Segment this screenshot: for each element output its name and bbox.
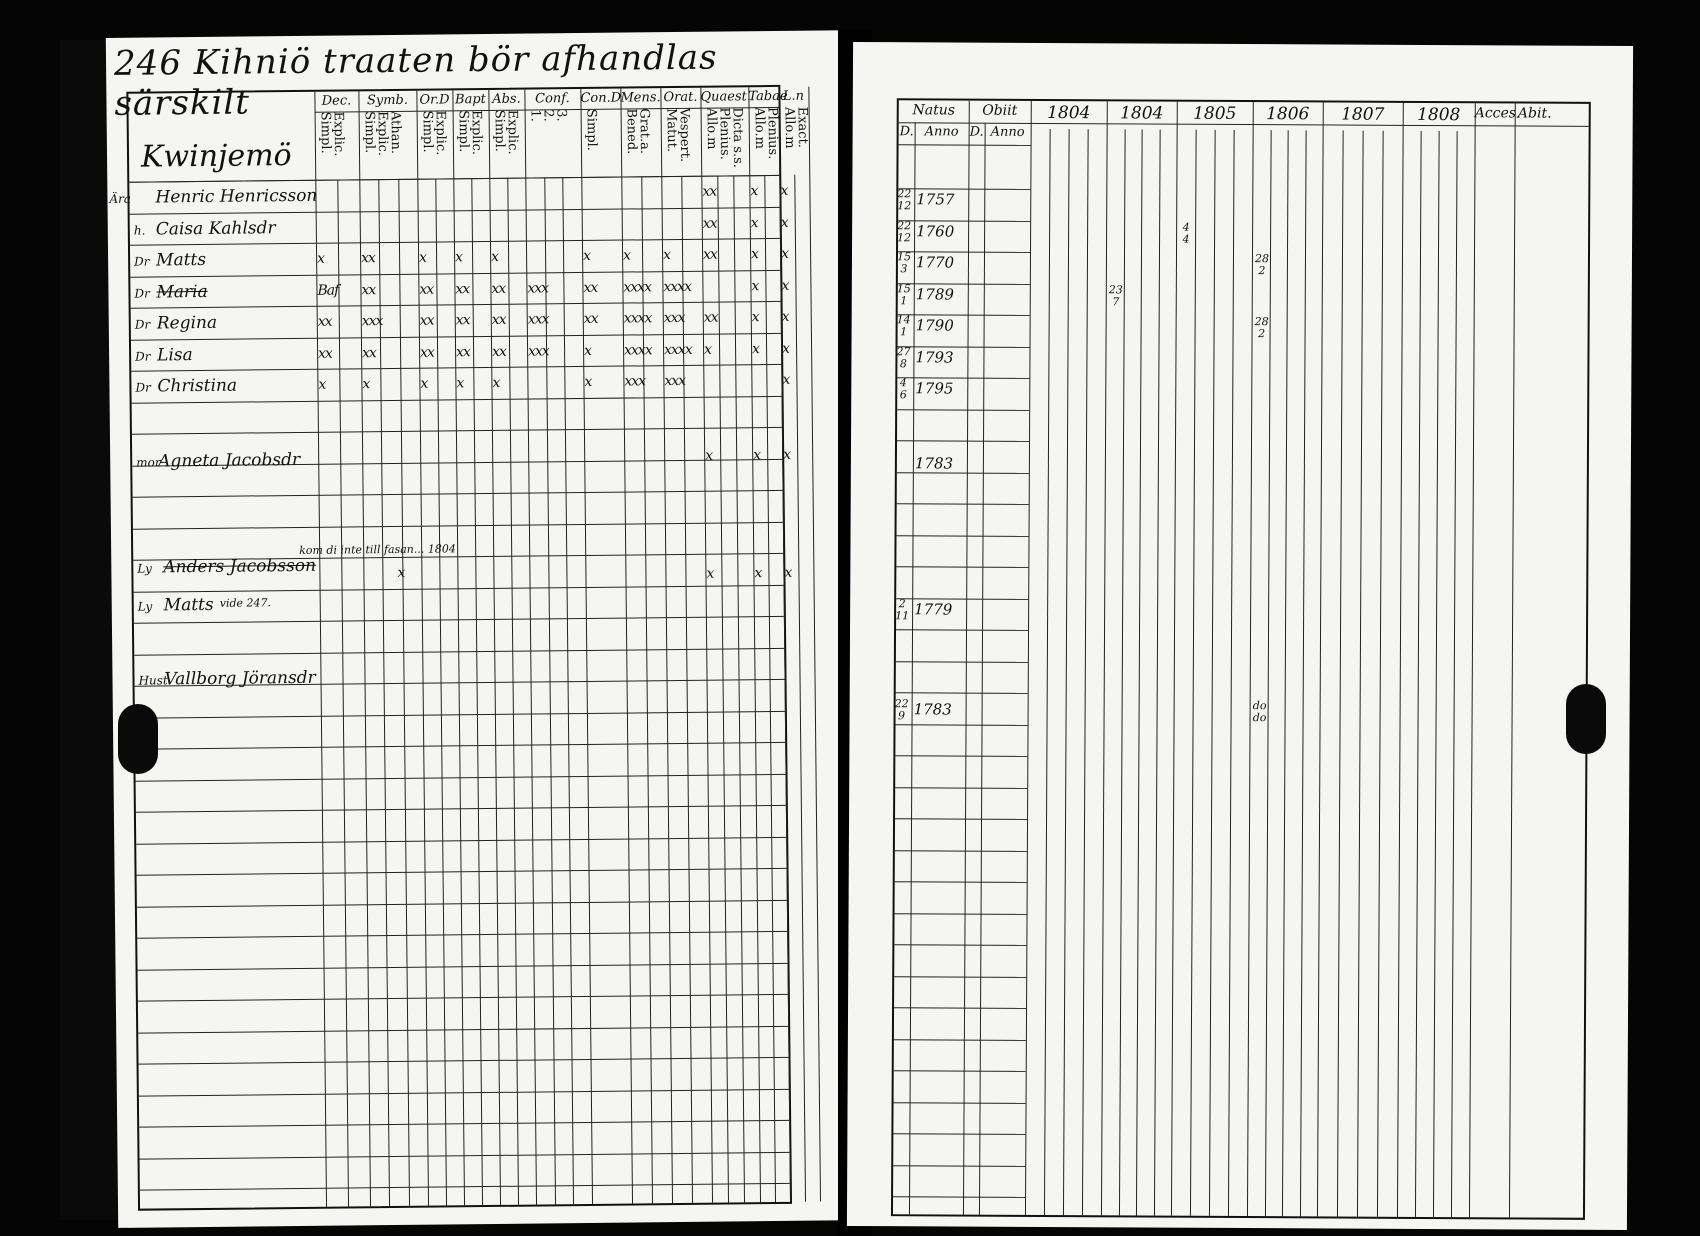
row-prefix: Dr: [134, 254, 150, 269]
resident-name: Agneta Jacobsdr: [158, 449, 301, 472]
row-prefix: Dr: [135, 349, 151, 364]
tick-mark: x: [751, 246, 759, 263]
birth-month: 8: [899, 356, 907, 370]
subcolumn-divider: [794, 175, 806, 1202]
row-prefix: Ly: [137, 561, 152, 576]
column-subheader: Simpl.: [583, 108, 599, 151]
tick-mark: xx: [419, 281, 434, 298]
subcolumn-divider: [1228, 130, 1235, 1216]
resident-name: Matts: [156, 249, 207, 271]
tick-mark: xx: [583, 310, 598, 327]
tick-mark: xxxx: [664, 341, 692, 358]
row-prefix: Dr: [134, 317, 151, 332]
subcolumn-divider: [435, 179, 447, 1206]
tick-mark: xxx: [664, 372, 686, 390]
tick-mark: x: [397, 564, 405, 581]
subcolumn-divider: [1433, 131, 1440, 1217]
resident-name: Lisa: [157, 344, 193, 365]
tick-mark: x: [780, 214, 788, 231]
tick-mark: xx: [703, 246, 717, 263]
row-rule: [893, 1196, 1025, 1198]
row-rule: [897, 503, 1029, 505]
row-rule: [897, 409, 1029, 411]
tick-mark: xx: [361, 281, 376, 298]
column-header: Conf.: [535, 91, 570, 107]
tick-mark: xx: [702, 183, 717, 200]
tick-mark: xx: [455, 280, 470, 297]
row-rule: [895, 850, 1027, 852]
birth-day: 4: [899, 376, 907, 390]
tick-mark: x: [583, 247, 591, 264]
row-rule: [895, 881, 1027, 883]
year-note: 4: [1182, 232, 1190, 246]
column-subheader: Simpl.: [419, 110, 436, 153]
tick-mark: xxx: [528, 342, 549, 360]
tick-mark: x: [419, 249, 427, 266]
birth-month: 1: [900, 293, 908, 307]
birth-month: 9: [898, 709, 906, 723]
tick-mark: xxxx: [623, 278, 652, 296]
column-header: Orat.: [663, 89, 698, 106]
subcolumn-divider: [1190, 130, 1197, 1216]
column-subheader: Allo.m: [703, 107, 719, 150]
tick-mark: x: [781, 277, 789, 294]
tick-mark: x: [782, 371, 790, 388]
birth-month: 12: [897, 199, 912, 213]
birth-day: 22: [897, 218, 912, 232]
subcolumn-divider: [1136, 129, 1143, 1215]
birth-year: 1783: [913, 700, 952, 719]
tick-mark: Baf: [317, 282, 339, 299]
page-number: 246: [113, 43, 183, 84]
header-bottom-line: [899, 144, 1031, 146]
tick-mark: x: [317, 250, 325, 267]
tick-mark: xx: [420, 344, 434, 361]
column-subheader: Bened.: [623, 108, 640, 155]
tick-mark: x: [456, 375, 464, 392]
column-subheader: Exact.: [794, 106, 810, 148]
column-header: Symb.: [366, 92, 409, 109]
subcolumn-divider: [681, 176, 693, 1203]
tick-mark: x: [491, 248, 499, 265]
tick-mark: x: [751, 340, 760, 357]
row-rule: [894, 1070, 1026, 1072]
subcolumn-divider: [398, 179, 410, 1206]
tick-mark: x: [781, 308, 789, 325]
row-rule: [896, 629, 1028, 631]
column-header: Con.D: [580, 90, 622, 107]
resident-name: Maria: [156, 281, 208, 302]
tick-mark: xxx: [624, 373, 646, 390]
subcolumn-divider: [563, 177, 575, 1204]
resident-name: Henric Henricsson: [155, 185, 318, 208]
subcolumn-divider: [1044, 129, 1051, 1215]
birth-month: 1: [900, 325, 908, 339]
column-header: 1805: [1193, 103, 1237, 124]
tick-mark: xx: [702, 215, 717, 232]
column-subheader: Plenius.: [764, 106, 781, 160]
birth-year: 1783: [914, 454, 954, 473]
birth-day: 22: [894, 697, 909, 711]
resident-name: Anders Jacobsson: [163, 555, 317, 578]
clip-tab-right: [1566, 684, 1606, 754]
tick-mark: x: [623, 247, 631, 264]
column-subheader: Explic.: [504, 109, 521, 155]
column-subheader: Allo.m: [781, 106, 797, 149]
row-rule: [896, 661, 1028, 663]
column-subheader: Vespert.: [676, 107, 693, 163]
column-subheader: Simpl.: [455, 110, 472, 153]
birth-month: 12: [897, 230, 912, 244]
column-header: Tabae: [748, 88, 788, 105]
subcolumn-divider: [1337, 131, 1344, 1217]
subcolumn-divider: [764, 175, 776, 1202]
birth-day: 27: [896, 344, 911, 358]
column-header: Acces.: [1474, 105, 1521, 122]
birth-day: 14: [896, 313, 911, 327]
column-header: L.n: [782, 88, 805, 104]
subcolumn-divider: [1415, 131, 1422, 1217]
tick-mark: x: [584, 373, 592, 390]
column-divider: [1025, 101, 1032, 1215]
birth-year: 1789: [915, 284, 955, 303]
resident-name: Regina: [156, 312, 218, 334]
tick-mark: x: [784, 564, 792, 581]
tick-mark: xx: [455, 312, 470, 329]
tick-mark: x: [584, 342, 592, 359]
subcolumn-divider: [1451, 131, 1458, 1217]
row-rule: [896, 598, 1028, 600]
row-rule: [893, 1133, 1025, 1135]
tick-mark: xx: [703, 309, 718, 326]
tick-mark: xx: [491, 280, 506, 297]
year-note: 2: [1258, 327, 1266, 341]
column-divider: [1317, 102, 1324, 1216]
year-note: 7: [1112, 294, 1120, 308]
subcolumn-divider: [717, 176, 729, 1203]
column-subheader: Simpl.: [361, 111, 378, 154]
tick-mark: x: [783, 446, 791, 463]
subcolumn-divider: [1357, 131, 1364, 1217]
tick-mark: xx: [361, 250, 375, 267]
subcolumn-divider: [379, 179, 391, 1206]
page-heading-text: Kihniö traaten bör afhandlas särskilt: [114, 37, 718, 124]
column-subheader: Simpl.: [491, 109, 508, 152]
row-rule: [895, 787, 1027, 789]
birth-year: 1770: [915, 253, 955, 272]
entry-note: kom di inte till fasan... 1804: [299, 542, 456, 557]
column-divider: [1509, 103, 1516, 1217]
subcolumn-divider: [544, 177, 556, 1204]
tick-mark: x: [663, 247, 671, 264]
year-note: 28: [1254, 252, 1270, 266]
birth-day: 22: [897, 187, 912, 201]
column-header: Or.D: [419, 92, 450, 108]
tick-mark: xx: [317, 313, 332, 330]
subcolumn-divider: [1377, 131, 1384, 1217]
column-divider: [1469, 103, 1476, 1217]
tick-mark: xxx: [527, 311, 549, 328]
column-header: 1804: [1120, 103, 1164, 124]
tick-mark: xxxx: [624, 341, 652, 359]
row-prefix: h.: [133, 223, 146, 238]
tick-mark: xxx: [527, 279, 549, 297]
year-note: 4: [1182, 220, 1190, 234]
birth-year: 1760: [916, 221, 955, 240]
register-grid-right: [891, 98, 1591, 1220]
column-header: Abit.: [1517, 105, 1552, 122]
tick-mark: x: [492, 374, 500, 391]
tick-mark: xx: [419, 312, 434, 329]
subcolumn-divider: [1299, 130, 1306, 1216]
column-header: Abs.: [492, 91, 521, 107]
column-header: Mens.: [620, 90, 661, 106]
row-prefix: mor: [136, 455, 161, 470]
column-divider: [1171, 102, 1178, 1216]
column-divider: [1101, 101, 1108, 1215]
row-prefix: Dr: [134, 286, 150, 301]
column-subheader: Anno: [990, 124, 1025, 140]
right-page: [847, 42, 1633, 1230]
column-subheader: D.: [969, 124, 984, 140]
tick-mark: xx: [318, 345, 332, 362]
resident-name: Vallborg Jöransdr: [164, 667, 316, 690]
row-rule: [896, 724, 1028, 726]
tick-mark: xx: [456, 343, 470, 360]
row-rule: [894, 1039, 1026, 1041]
column-header: 1807: [1341, 104, 1385, 125]
column-subheader: Explic.: [468, 110, 485, 156]
tick-mark: x: [751, 309, 759, 326]
entry-note: vide 247.: [219, 596, 272, 610]
column-header: Obiit: [982, 102, 1018, 119]
tick-mark: x: [751, 277, 759, 294]
row-prefix: Ly: [137, 599, 153, 614]
birth-year: 1793: [915, 347, 954, 366]
column-subheader: D.: [899, 124, 914, 140]
column-subheader: Plenius.: [716, 107, 733, 160]
subcolumn-divider: [1209, 130, 1216, 1216]
row-rule: [893, 1165, 1025, 1167]
column-divider: [963, 101, 970, 1215]
column-subheader: Anno: [924, 124, 959, 140]
subcolumn-divider: [733, 175, 745, 1202]
column-header: Bapt: [454, 91, 486, 108]
row-prefix: Hust.: [138, 673, 172, 688]
row-rule: [894, 944, 1026, 946]
birth-year: 1779: [914, 600, 953, 619]
row-rule: [894, 1007, 1026, 1009]
birth-year: 1757: [916, 190, 955, 209]
column-subheader: Dicta s.s.: [729, 107, 746, 169]
birth-month: 11: [895, 609, 910, 623]
column-subheader: Matut.: [663, 107, 680, 153]
subcolumn-divider: [641, 176, 653, 1203]
row-rule: [896, 692, 1028, 694]
birth-day: 15: [896, 250, 912, 264]
birth-day: 15: [896, 281, 911, 295]
tick-mark: xxx: [663, 309, 685, 327]
column-header: Natus: [912, 102, 956, 119]
tick-mark: x: [706, 565, 714, 582]
column-subheader: Grat.a.: [636, 108, 653, 155]
birth-month: 3: [900, 262, 908, 276]
tick-mark: x: [455, 249, 463, 266]
column-subheader: Explic.: [330, 111, 347, 157]
subcolumn-divider: [1264, 130, 1271, 1216]
clip-tab-left: [118, 704, 158, 774]
birth-year: 1790: [915, 316, 954, 335]
column-header: Dec.: [321, 93, 352, 109]
row-rule: [894, 976, 1026, 978]
column-divider: [1397, 103, 1404, 1217]
birth-month: 6: [899, 388, 907, 402]
tick-mark: xxxx: [623, 310, 652, 327]
row-rule: [896, 566, 1028, 568]
tick-mark: x: [750, 214, 758, 231]
column-subheader: 2.: [540, 109, 556, 122]
subcolumn-divider: [471, 178, 483, 1205]
subcolumn-divider: [507, 178, 519, 1205]
tick-mark: x: [750, 183, 758, 200]
year-note: 2: [1258, 264, 1266, 278]
column-subheader: Athan.: [387, 110, 404, 155]
tick-mark: x: [705, 447, 713, 464]
year-note: do: [1252, 711, 1267, 725]
column-subheader: Explic.: [374, 111, 391, 157]
row-prefix: Ära: [109, 191, 132, 206]
tick-mark: xxx: [361, 313, 383, 330]
tick-mark: xx: [492, 343, 506, 360]
column-header: 1806: [1266, 104, 1310, 125]
resident-name: Christina: [157, 375, 238, 397]
tick-mark: xx: [583, 279, 598, 296]
subcolumn-divider: [1082, 129, 1089, 1215]
tick-mark: x: [318, 376, 326, 393]
subcolumn-divider: [337, 180, 349, 1207]
tick-mark: x: [754, 565, 762, 582]
year-note: 23: [1108, 282, 1123, 296]
left-page: [106, 30, 870, 1228]
column-subheader: 3.: [553, 109, 569, 122]
column-subheader: Simpl.: [317, 111, 334, 154]
column-subheader: Allo.m: [751, 107, 767, 149]
subcolumn-divider: [1063, 129, 1070, 1215]
column-header: 1804: [1047, 102, 1091, 124]
column-subheader: 1.: [527, 109, 543, 122]
resident-name: Caisa Kahlsdr: [155, 217, 276, 239]
column-header: 1808: [1417, 104, 1461, 126]
tick-mark: x: [703, 341, 712, 358]
row-rule: [895, 755, 1027, 757]
tick-mark: x: [753, 447, 761, 464]
column-header: Quaest.: [700, 89, 752, 105]
column-divider: [808, 87, 821, 1202]
tick-mark: x: [781, 340, 790, 357]
birth-day: 2: [898, 597, 906, 611]
birth-year: 1795: [915, 379, 954, 398]
tick-mark: x: [780, 182, 788, 199]
subcolumn-divider: [1153, 130, 1160, 1216]
year-note: 28: [1254, 315, 1269, 329]
row-rule: [895, 818, 1027, 820]
resident-name: Matts: [163, 594, 214, 616]
row-rule: [895, 913, 1027, 915]
column-divider: [1247, 102, 1254, 1216]
row-rule: [894, 1102, 1026, 1104]
subcolumn-divider: [979, 123, 986, 1215]
tick-mark: xx: [362, 344, 376, 361]
tick-mark: x: [781, 245, 789, 262]
row-prefix: Dr: [135, 380, 151, 395]
column-subheader: Explic.: [432, 110, 449, 156]
subcolumn-divider: [1282, 130, 1289, 1216]
tick-mark: xx: [491, 311, 506, 328]
tick-mark: x: [420, 375, 428, 392]
tick-mark: x: [362, 376, 370, 393]
tick-mark: xxxx: [663, 278, 692, 295]
row-rule: [897, 535, 1029, 537]
section-title: Kwinjemö: [140, 138, 292, 175]
row-rule: [897, 440, 1029, 442]
column-divider: [524, 90, 537, 1205]
year-note: do: [1252, 699, 1267, 713]
